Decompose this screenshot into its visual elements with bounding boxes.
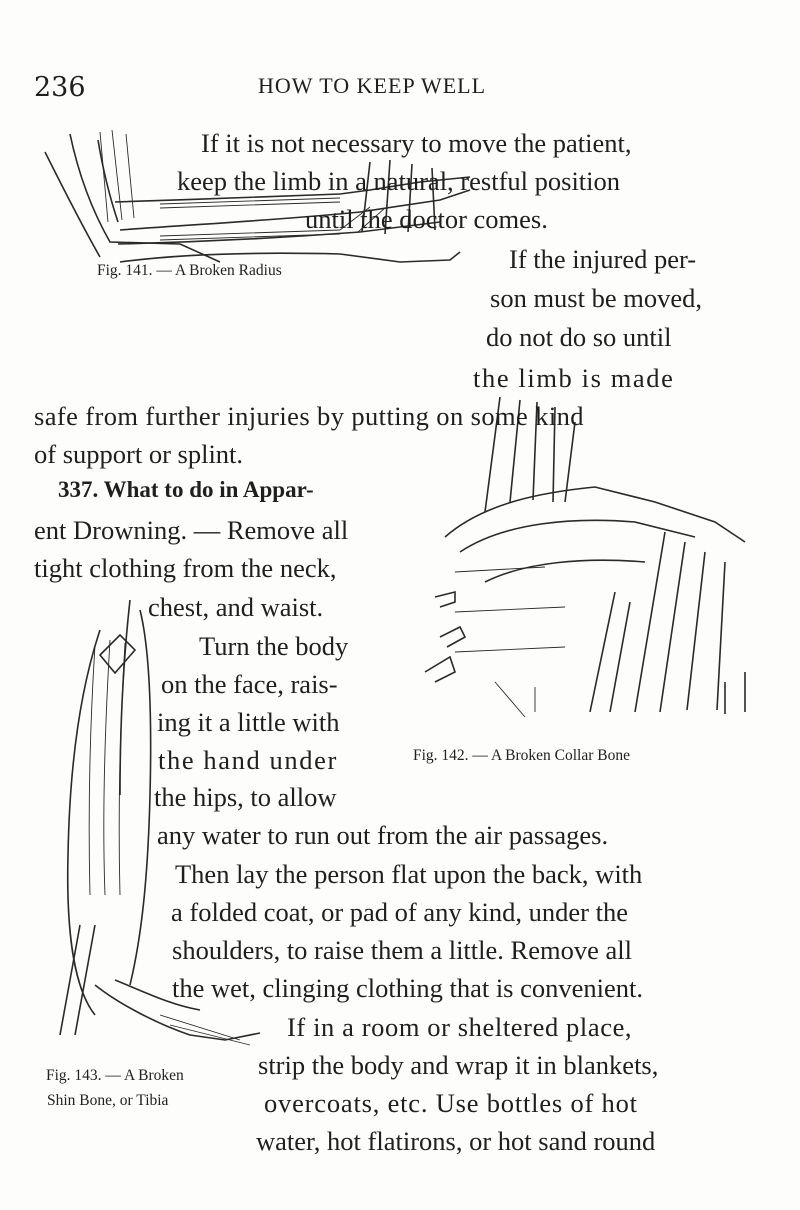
body-line-19: Then lay the person flat upon the back, with — [175, 859, 643, 889]
body-line-18: any water to run out from the air passages. — [157, 820, 609, 850]
section-heading: 337. What to do in Appar- — [58, 477, 314, 502]
body-line-25: overcoats, etc. Use bottles of hot — [264, 1088, 638, 1118]
body-line-5: son must be moved, — [490, 283, 702, 313]
broken-collar-bone-illustration — [425, 392, 765, 737]
body-line-6: do not do so until — [486, 322, 672, 352]
body-line-4: If the injured per- — [509, 244, 697, 274]
body-line-15: ing it a little with — [157, 707, 340, 737]
body-line-17: the hips, to allow — [154, 782, 337, 812]
body-line-7: the limb is made — [473, 363, 675, 393]
body-line-8: safe from further injuries by putting on some kind — [34, 401, 584, 431]
figure-141-caption: Fig. 141. — A Broken Radius — [97, 262, 282, 279]
running-title: HOW TO KEEP WELL — [258, 73, 487, 98]
figure-142-caption: Fig. 142. — A Broken Collar Bone — [413, 747, 630, 764]
figure-143-caption-line1: Fig. 143. — A Broken — [46, 1067, 184, 1084]
body-line-9: of support or splint. — [34, 439, 244, 469]
body-line-11: tight clothing from the neck, — [34, 553, 337, 583]
body-line-24: strip the body and wrap it in blankets, — [258, 1050, 659, 1080]
body-line-13: Turn the body — [199, 631, 349, 661]
body-line-22: the wet, clinging clothing that is convenient. — [172, 973, 644, 1003]
body-line-3: until the doctor comes. — [305, 204, 548, 234]
figure-143-caption-line2: Shin Bone, or Tibia — [47, 1092, 169, 1109]
body-line-20: a folded coat, or pad of any kind, under the — [171, 897, 628, 927]
body-line-14: on the face, rais- — [161, 669, 338, 699]
body-line-21: shoulders, to raise them a little. Remove all — [172, 935, 632, 965]
body-line-23: If in a room or sheltered place, — [287, 1012, 633, 1042]
body-line-16: the hand under — [158, 745, 338, 775]
body-line-1: If it is not necessary to move the patient, — [201, 128, 632, 158]
body-line-10: ent Drowning. — Remove all — [34, 515, 349, 545]
body-line-12: chest, and waist. — [148, 592, 324, 622]
body-line-26: water, hot flatirons, or hot sand round — [256, 1126, 656, 1156]
body-line-2: keep the limb in a natural, restful position — [177, 166, 621, 196]
page-number: 236 — [34, 72, 86, 103]
